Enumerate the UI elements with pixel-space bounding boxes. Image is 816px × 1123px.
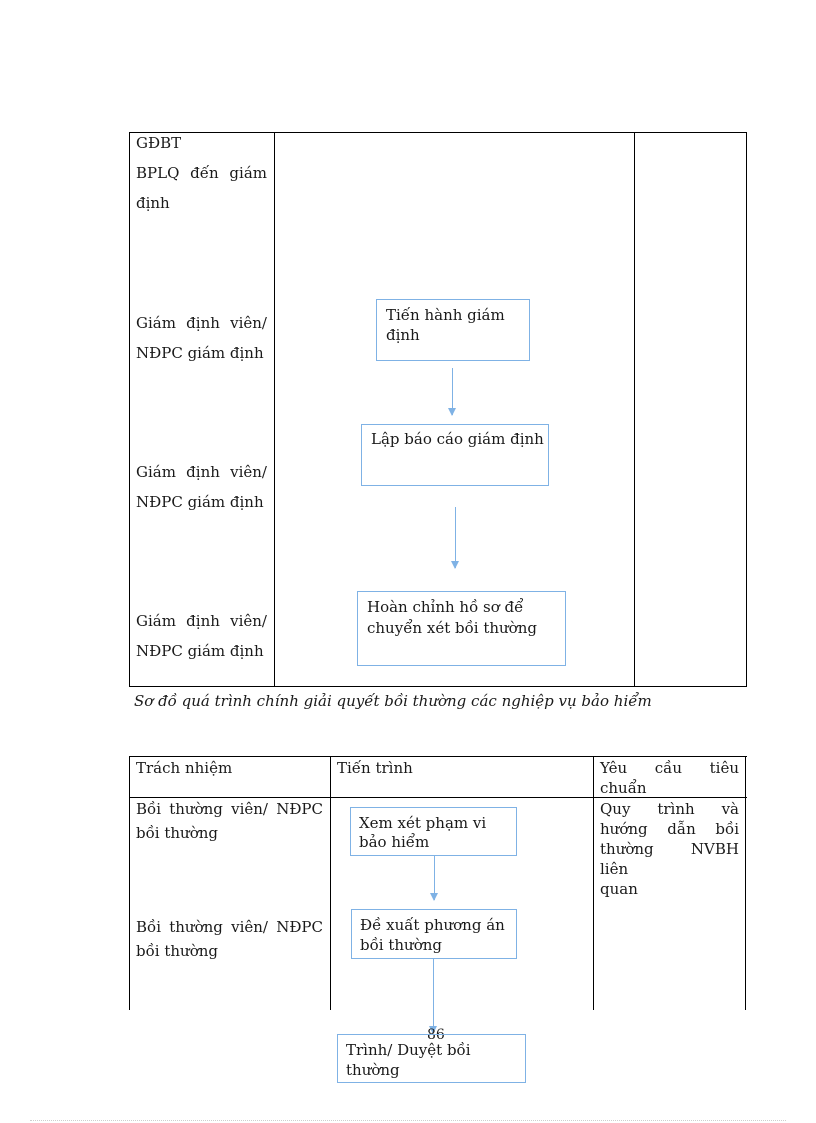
responsibility-line: Giám định viên/ (136, 612, 267, 630)
flow-step-text: Trình/ Duyệt bồi (346, 1041, 471, 1059)
flow-step-submit-approve (337, 1034, 526, 1083)
flow-arrow (455, 507, 456, 568)
responsibility-line: định (136, 194, 170, 212)
header-standard-line: Yêu cầu tiêu (600, 759, 739, 777)
responsibility-claims-officer-2 (136, 917, 323, 961)
standard-line: Quy trình và (600, 800, 739, 818)
flow-step-text: Lập báo cáo giám định (371, 430, 544, 448)
responsibility-line: NĐPC giám định (136, 344, 264, 362)
flow-step-text: Đề xuất phương án (360, 916, 505, 934)
header-standard (600, 758, 739, 798)
flow-arrow (433, 958, 434, 1033)
header-standard-line: chuẩn (600, 779, 647, 797)
flow-step-text: Hoàn chỉnh hồ sơ để (367, 598, 524, 616)
responsibility-line: Bồi thường viên/ NĐPC (136, 918, 323, 936)
responsibility-line: Giám định viên/ (136, 314, 267, 332)
header-responsibility: Trách nhiệm (136, 759, 233, 777)
flow-step-text: bồi thường (360, 936, 442, 954)
header-process: Tiến trình (337, 759, 413, 777)
standard-line: hướng dẫn bồi (600, 820, 739, 838)
flow-step-conduct-assessment (376, 299, 530, 361)
responsibility-claims-officer-1 (136, 799, 323, 843)
flow-step-text: thường (346, 1061, 400, 1079)
standard-line: thường NVBH liên (600, 840, 739, 878)
flow-step-text: Xem xét phạm vi (359, 814, 487, 832)
responsibility-block-assessor-1 (136, 308, 267, 368)
figure-caption: Sơ đồ quá trình chính giải quyết bồi thường các nghiệp vụ bảo hiểm (134, 692, 652, 710)
responsibility-block-gdbt (136, 128, 267, 218)
flow-step-review-coverage (350, 807, 517, 856)
flow-step-text: chuyển xét bồi thường (367, 619, 537, 637)
flow-step-text: định (386, 326, 420, 344)
flow-arrow (452, 368, 453, 415)
standard-line: quan (600, 880, 638, 898)
flow-arrow (434, 856, 435, 900)
responsibility-line: bồi thường (136, 824, 218, 842)
responsibility-line: Bồi thường viên/ NĐPC (136, 800, 323, 818)
flow-step-propose-settlement (351, 909, 517, 959)
flow-step-text: Tiến hành giám (386, 306, 505, 324)
responsibility-block-assessor-3 (136, 606, 267, 666)
responsibility-line: Giám định viên/ (136, 463, 267, 481)
flow-step-text: bảo hiểm (359, 833, 430, 851)
responsibility-block-assessor-2 (136, 457, 267, 517)
standard-text (600, 799, 739, 899)
responsibility-line: bồi thường (136, 942, 218, 960)
responsibility-line: NĐPC giám định (136, 493, 264, 511)
responsibility-line: BPLQ đến giám (136, 164, 267, 182)
responsibility-line: GĐBT (136, 134, 182, 152)
responsibility-line: NĐPC giám định (136, 642, 264, 660)
page-number: 86 (427, 1027, 445, 1043)
flow-step-complete-dossier (357, 591, 566, 666)
flow-step-assessment-report (361, 424, 549, 486)
footer-divider (30, 1120, 786, 1121)
